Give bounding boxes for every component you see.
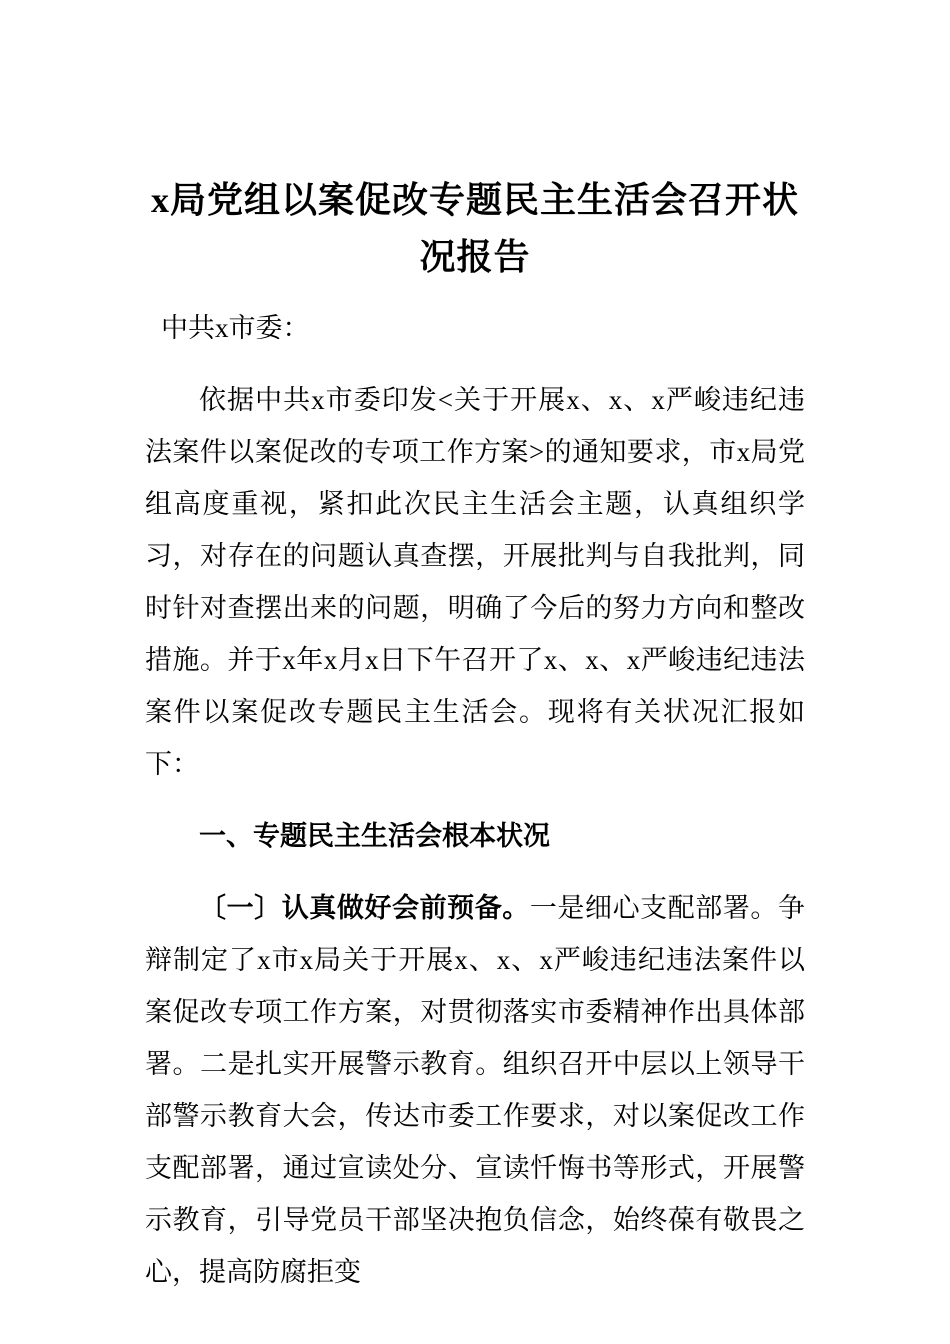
section-1-heading: 一、专题民主生活会根本状况 (199, 821, 550, 851)
section-1-paragraph (145, 882, 805, 1298)
document-title: x局党组以案促改专题民主生活会召开状况报告 (150, 180, 799, 277)
paragraph-body-text: 一是细心支配部署。争辩制定了x市x局关于开展x、x、x严峻违纪违法案件以案促改专项工作方案，对贯彻落实市委精神作出具体部署。二是扎实开展警示教育。组织召开中层以上领导干部警示教育大会，传达市委工作要求，对以案促改工作支配部署，通过宣读处分、宣读忏悔书等形式，开展警示教育，引导党员干部坚决抱负信念，始终葆有敬畏之心，提高防腐拒变 (145, 893, 806, 1287)
salutation-line: 中共x市委： (161, 313, 310, 343)
paragraph-bold-lead: 〔一〕认真做好会前预备。 (199, 893, 530, 923)
intro-paragraph: 依据中共x市委印发<关于开展x、x、x严峻违纪违法案件以案促改的专项工作方案>的通知要求，市x局党组高度重视，紧扣此次民主生活会主题，认真组织学习，对存在的问题认真查摆，开展批判与自我批判，同时针对查摆出来的问题，明确了今后的努力方向和整改措施。并于x年x月x日下午召开了x、x、x严峻违纪违法案件以案促改专题民主生活会。现将有关状况汇报如下： (145, 385, 805, 779)
